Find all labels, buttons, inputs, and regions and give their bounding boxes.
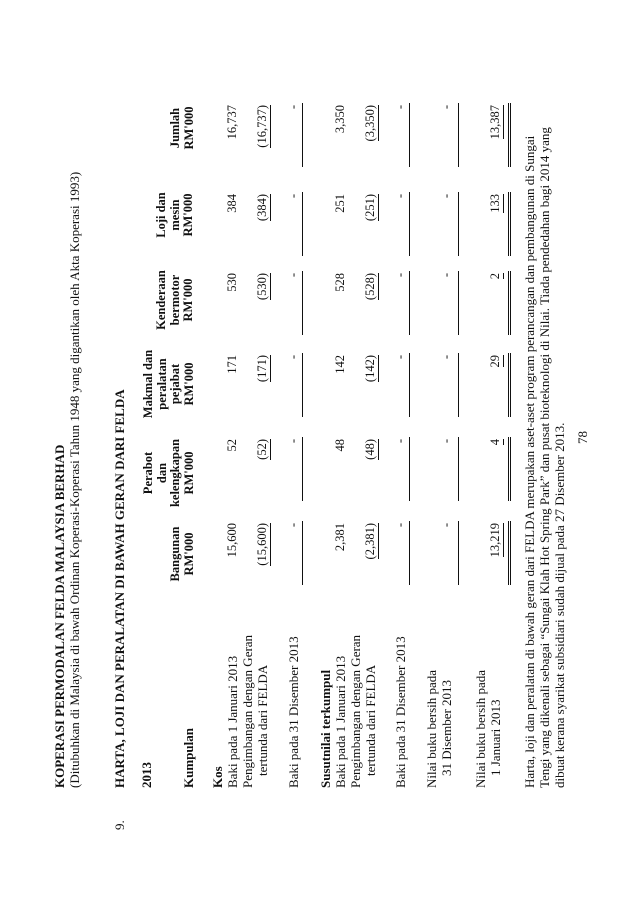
table-cell: 13,387: [488, 105, 502, 140]
table-cell: -: [393, 194, 407, 199]
double-rule: [508, 353, 509, 417]
row-label: Nilai buku bersih pada: [473, 669, 488, 788]
table-cell: (384): [255, 194, 269, 222]
table-cell: (528): [363, 273, 377, 301]
table-cell: (142): [363, 355, 377, 383]
table-cell: -: [286, 194, 300, 199]
rule-line: [302, 437, 303, 501]
rule-line: [458, 353, 459, 417]
table-cell: 4: [488, 439, 502, 446]
col-header-kenderaan: Kenderaan bermotor RM'000: [154, 270, 195, 330]
table-cell: 142: [333, 355, 347, 374]
double-rule: [508, 437, 509, 501]
rule-line: [409, 103, 410, 167]
double-rule: [508, 103, 509, 167]
table-cell: 528: [333, 273, 347, 292]
table-cell: (48): [363, 439, 377, 460]
table-cell: (16,737): [255, 105, 269, 148]
table-cell: -: [439, 273, 453, 278]
row-label: Baki pada 31 Disember 2013: [286, 636, 301, 788]
row-label: Pengimbangan dengan Geran: [348, 634, 363, 788]
org-title: KOPERASI PERMODALAN FELDA MALAYSIA BERHAD: [52, 444, 67, 788]
col-header-loji: Loji dan mesin RM'000: [154, 192, 195, 238]
table-cell: 2,381: [333, 523, 347, 552]
table-cell: -: [286, 273, 300, 278]
table-cell: 48: [333, 439, 347, 452]
rule-line: [458, 437, 459, 501]
row-label: Baki pada 31 Disember 2013: [393, 636, 408, 788]
page-number: 78: [575, 431, 590, 444]
table-cell: -: [439, 355, 453, 360]
section-number: 9.: [112, 820, 127, 830]
col-header-perabot: Perabot dan kelengkapan RM'000: [141, 438, 196, 508]
row-label: Baki pada 1 Januari 2013: [225, 655, 240, 788]
rule-line: [409, 521, 410, 585]
rule-line: [409, 437, 410, 501]
section-title: HARTA, LOJI DAN PERALATAN DI BAWAH GERAN DARI FELDA: [112, 389, 127, 788]
section-kos: Kos: [210, 766, 225, 788]
table-cell: -: [286, 355, 300, 360]
table-cell: -: [393, 523, 407, 528]
rule-line: [458, 271, 459, 335]
rule-line: [302, 103, 303, 167]
table-cell: -: [393, 439, 407, 444]
rule-line: [458, 521, 459, 585]
table-cell: 15,600: [225, 523, 239, 558]
rule-line: [302, 353, 303, 417]
table-cell: -: [439, 194, 453, 199]
double-rule: [508, 192, 509, 256]
table-cell: (251): [363, 194, 377, 222]
table-cell: (52): [255, 439, 269, 460]
row-label: Baki pada 1 Januari 2013: [333, 655, 348, 788]
table-cell: (171): [255, 355, 269, 383]
table-cell: -: [439, 439, 453, 444]
table-cell: 3,350: [333, 105, 347, 134]
note-line: dibuat kerana syarikat subsidiari sudah dijual pada 27 Disember 2013.: [552, 422, 567, 788]
row-label: Pengimbangan dengan Geran: [240, 634, 255, 788]
double-rule: [508, 271, 509, 335]
rule-line: [409, 353, 410, 417]
section-year: 2013: [139, 762, 154, 788]
table-cell: (2,381): [363, 523, 377, 560]
rule-line: [302, 521, 303, 585]
row-label: tertunda dari FELDA: [255, 664, 270, 776]
col-header-jumlah: Jumlah RM'000: [168, 106, 196, 150]
table-cell: -: [393, 105, 407, 110]
rule-line: [458, 103, 459, 167]
org-subtitle: (Ditubuhkan di Malaysia di bawah Ordinan Koperasi-Koperasi Tahun 1948 yang digantikan oleh Akta Koperasi 1993): [67, 171, 82, 788]
double-rule: [508, 521, 509, 585]
table-cell: -: [439, 523, 453, 528]
row-label: 1 Januari 2013: [488, 699, 503, 776]
row-label: 31 Disember 2013: [439, 679, 454, 776]
table-cell: -: [393, 273, 407, 278]
rule-line: [302, 192, 303, 256]
table-cell: (530): [255, 273, 269, 301]
col-header-bangunan: Bangunan RM'000: [168, 526, 196, 582]
table-cell: 171: [225, 355, 239, 374]
row-label: tertunda dari FELDA: [363, 664, 378, 776]
table-cell: -: [286, 105, 300, 110]
table-cell: 29: [488, 355, 502, 368]
rule-line: [409, 192, 410, 256]
table-cell: 530: [225, 273, 239, 292]
rule-line: [458, 192, 459, 256]
col-header-makmal: Makmal dan peralatan pejabat RM'000: [141, 349, 196, 419]
row-label: Nilai buku bersih pada: [424, 669, 439, 788]
section-susutnilai: Susutnilai terkumpul: [318, 669, 333, 788]
table-cell: 251: [333, 194, 347, 213]
table-cell: -: [393, 355, 407, 360]
table-cell: 13,219: [488, 523, 502, 558]
note-line: Harta, loji dan peralatan di bawah geran dari FELDA merupakan aset-aset program perancangan dan pembangunan di Sungai: [522, 135, 537, 788]
note-line: Tengi yang dikenali sebagai “Sungai Klah Hot Spring Park” dan pusat bioteknologi di Nilai. Tiada pendedahan bagi 2014 yang: [537, 127, 552, 788]
table-cell: 384: [225, 194, 239, 213]
table-cell: -: [286, 439, 300, 444]
table-cell: (15,600): [255, 523, 269, 566]
table-cell: -: [286, 523, 300, 528]
table-cell: 52: [225, 439, 239, 452]
rule-line: [409, 271, 410, 335]
group-label: Kumpulan: [181, 728, 196, 788]
table-cell: 16,737: [225, 105, 239, 140]
table-cell: 2: [488, 273, 502, 280]
table-cell: -: [439, 105, 453, 110]
table-cell: (3,350): [363, 105, 377, 142]
table-cell: 133: [488, 194, 502, 213]
rule-line: [302, 271, 303, 335]
